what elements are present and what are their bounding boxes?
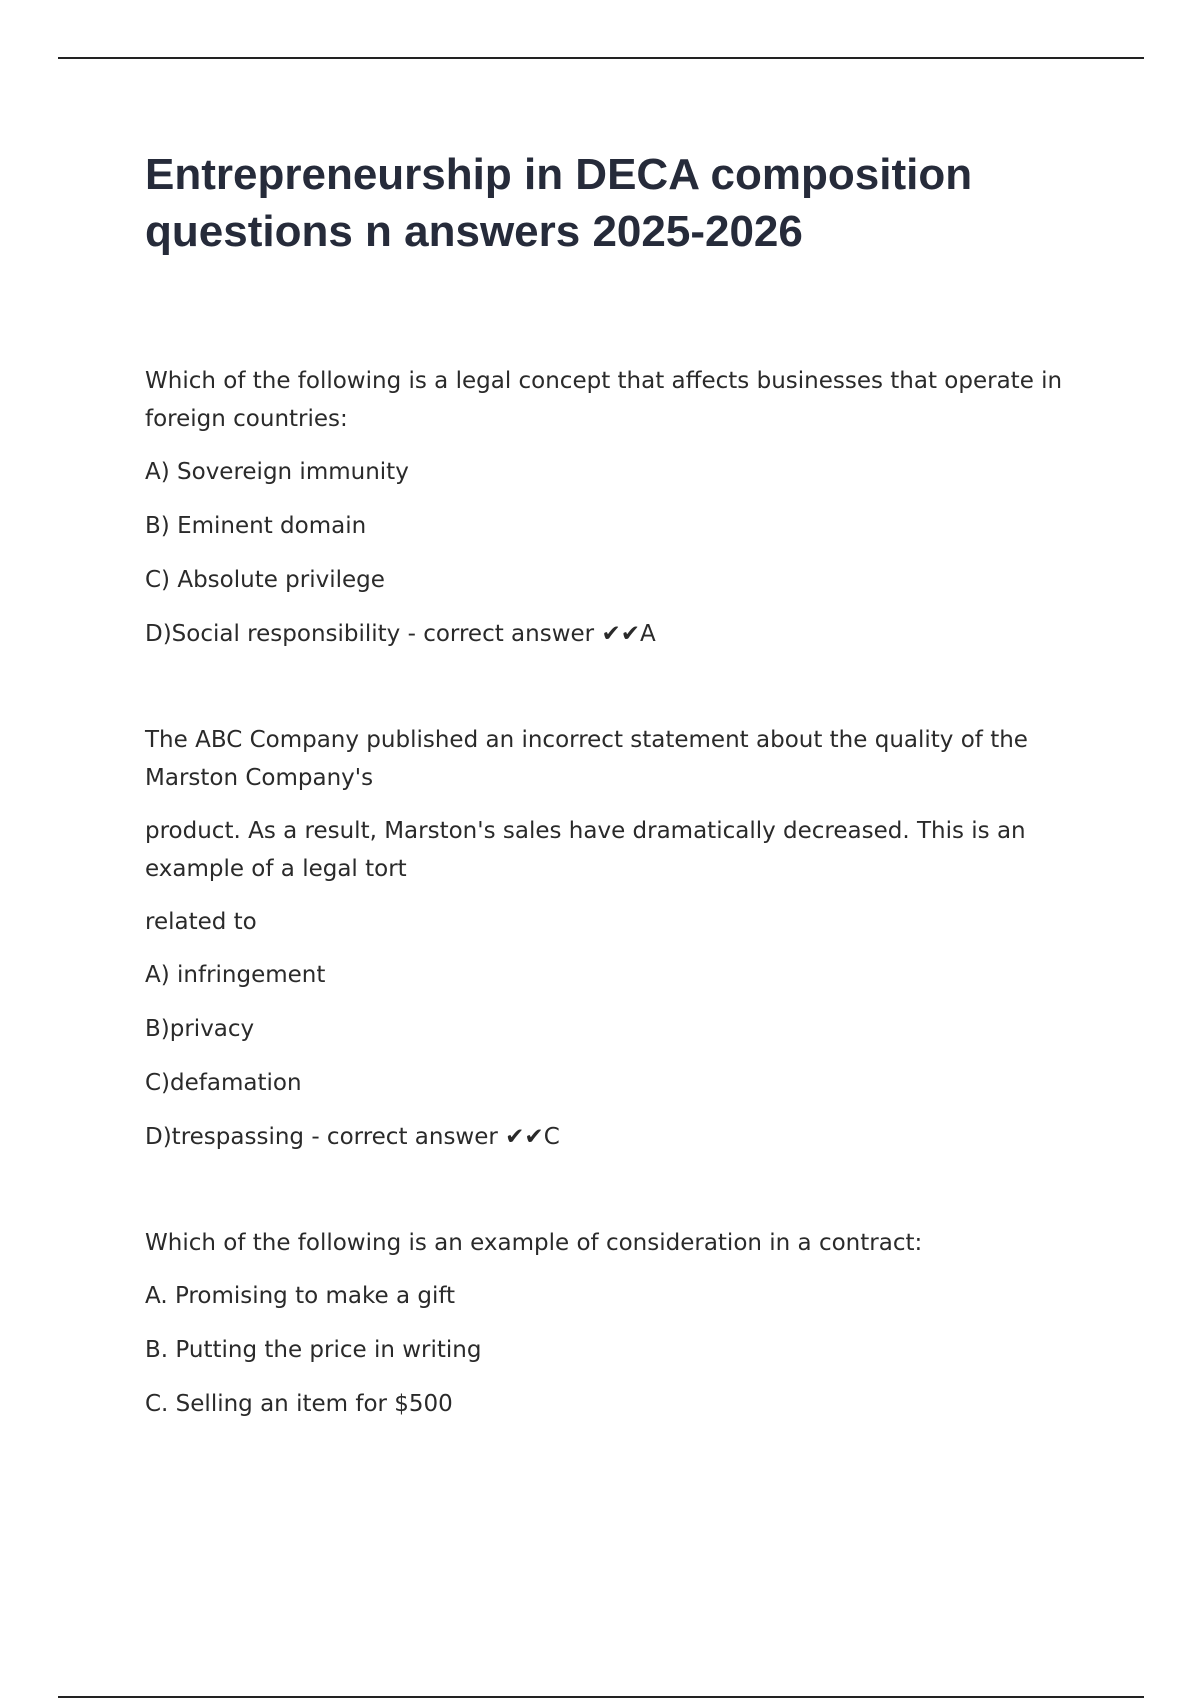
questions-content <box>145 362 1065 1439</box>
question-2 <box>145 721 1065 1156</box>
question-3-option-a: A. Promising to make a gift <box>145 1283 456 1309</box>
question-1-text: Which of the following is a legal concept that affects businesses that operate in foreign countries: <box>145 368 1063 432</box>
question-2-option-b: B)privacy <box>145 1016 255 1042</box>
question-3-text: Which of the following is an example of consideration in a contract: <box>145 1230 923 1256</box>
question-3-option-b: B. Putting the price in writing <box>145 1337 482 1363</box>
question-3 <box>145 1224 1065 1423</box>
top-rule <box>58 57 1144 59</box>
question-2-text-line-1: The ABC Company published an incorrect statement about the quality of the Marston Company's <box>145 727 1028 791</box>
question-2-text-line-2: product. As a result, Marston's sales have dramatically decreased. This is an example of a legal tort <box>145 818 1026 882</box>
question-2-text-line-3: related to <box>145 909 257 935</box>
question-1-option-d-answer: D)Social responsibility - correct answer ✔✔A <box>145 621 656 647</box>
bottom-rule <box>58 1696 1144 1698</box>
question-1-option-a: A) Sovereign immunity <box>145 459 409 485</box>
question-1 <box>145 362 1065 653</box>
question-3-option-c: C. Selling an item for $500 <box>145 1391 453 1417</box>
question-1-option-b: B) Eminent domain <box>145 513 367 539</box>
document-title: Entrepreneurship in DECA composition questions n answers 2025-2026 <box>145 150 973 256</box>
question-2-option-a: A) infringement <box>145 962 326 988</box>
question-2-option-c: C)defamation <box>145 1070 302 1096</box>
question-1-option-c: C) Absolute privilege <box>145 567 385 593</box>
question-2-option-d-answer: D)trespassing - correct answer ✔✔C <box>145 1124 560 1150</box>
